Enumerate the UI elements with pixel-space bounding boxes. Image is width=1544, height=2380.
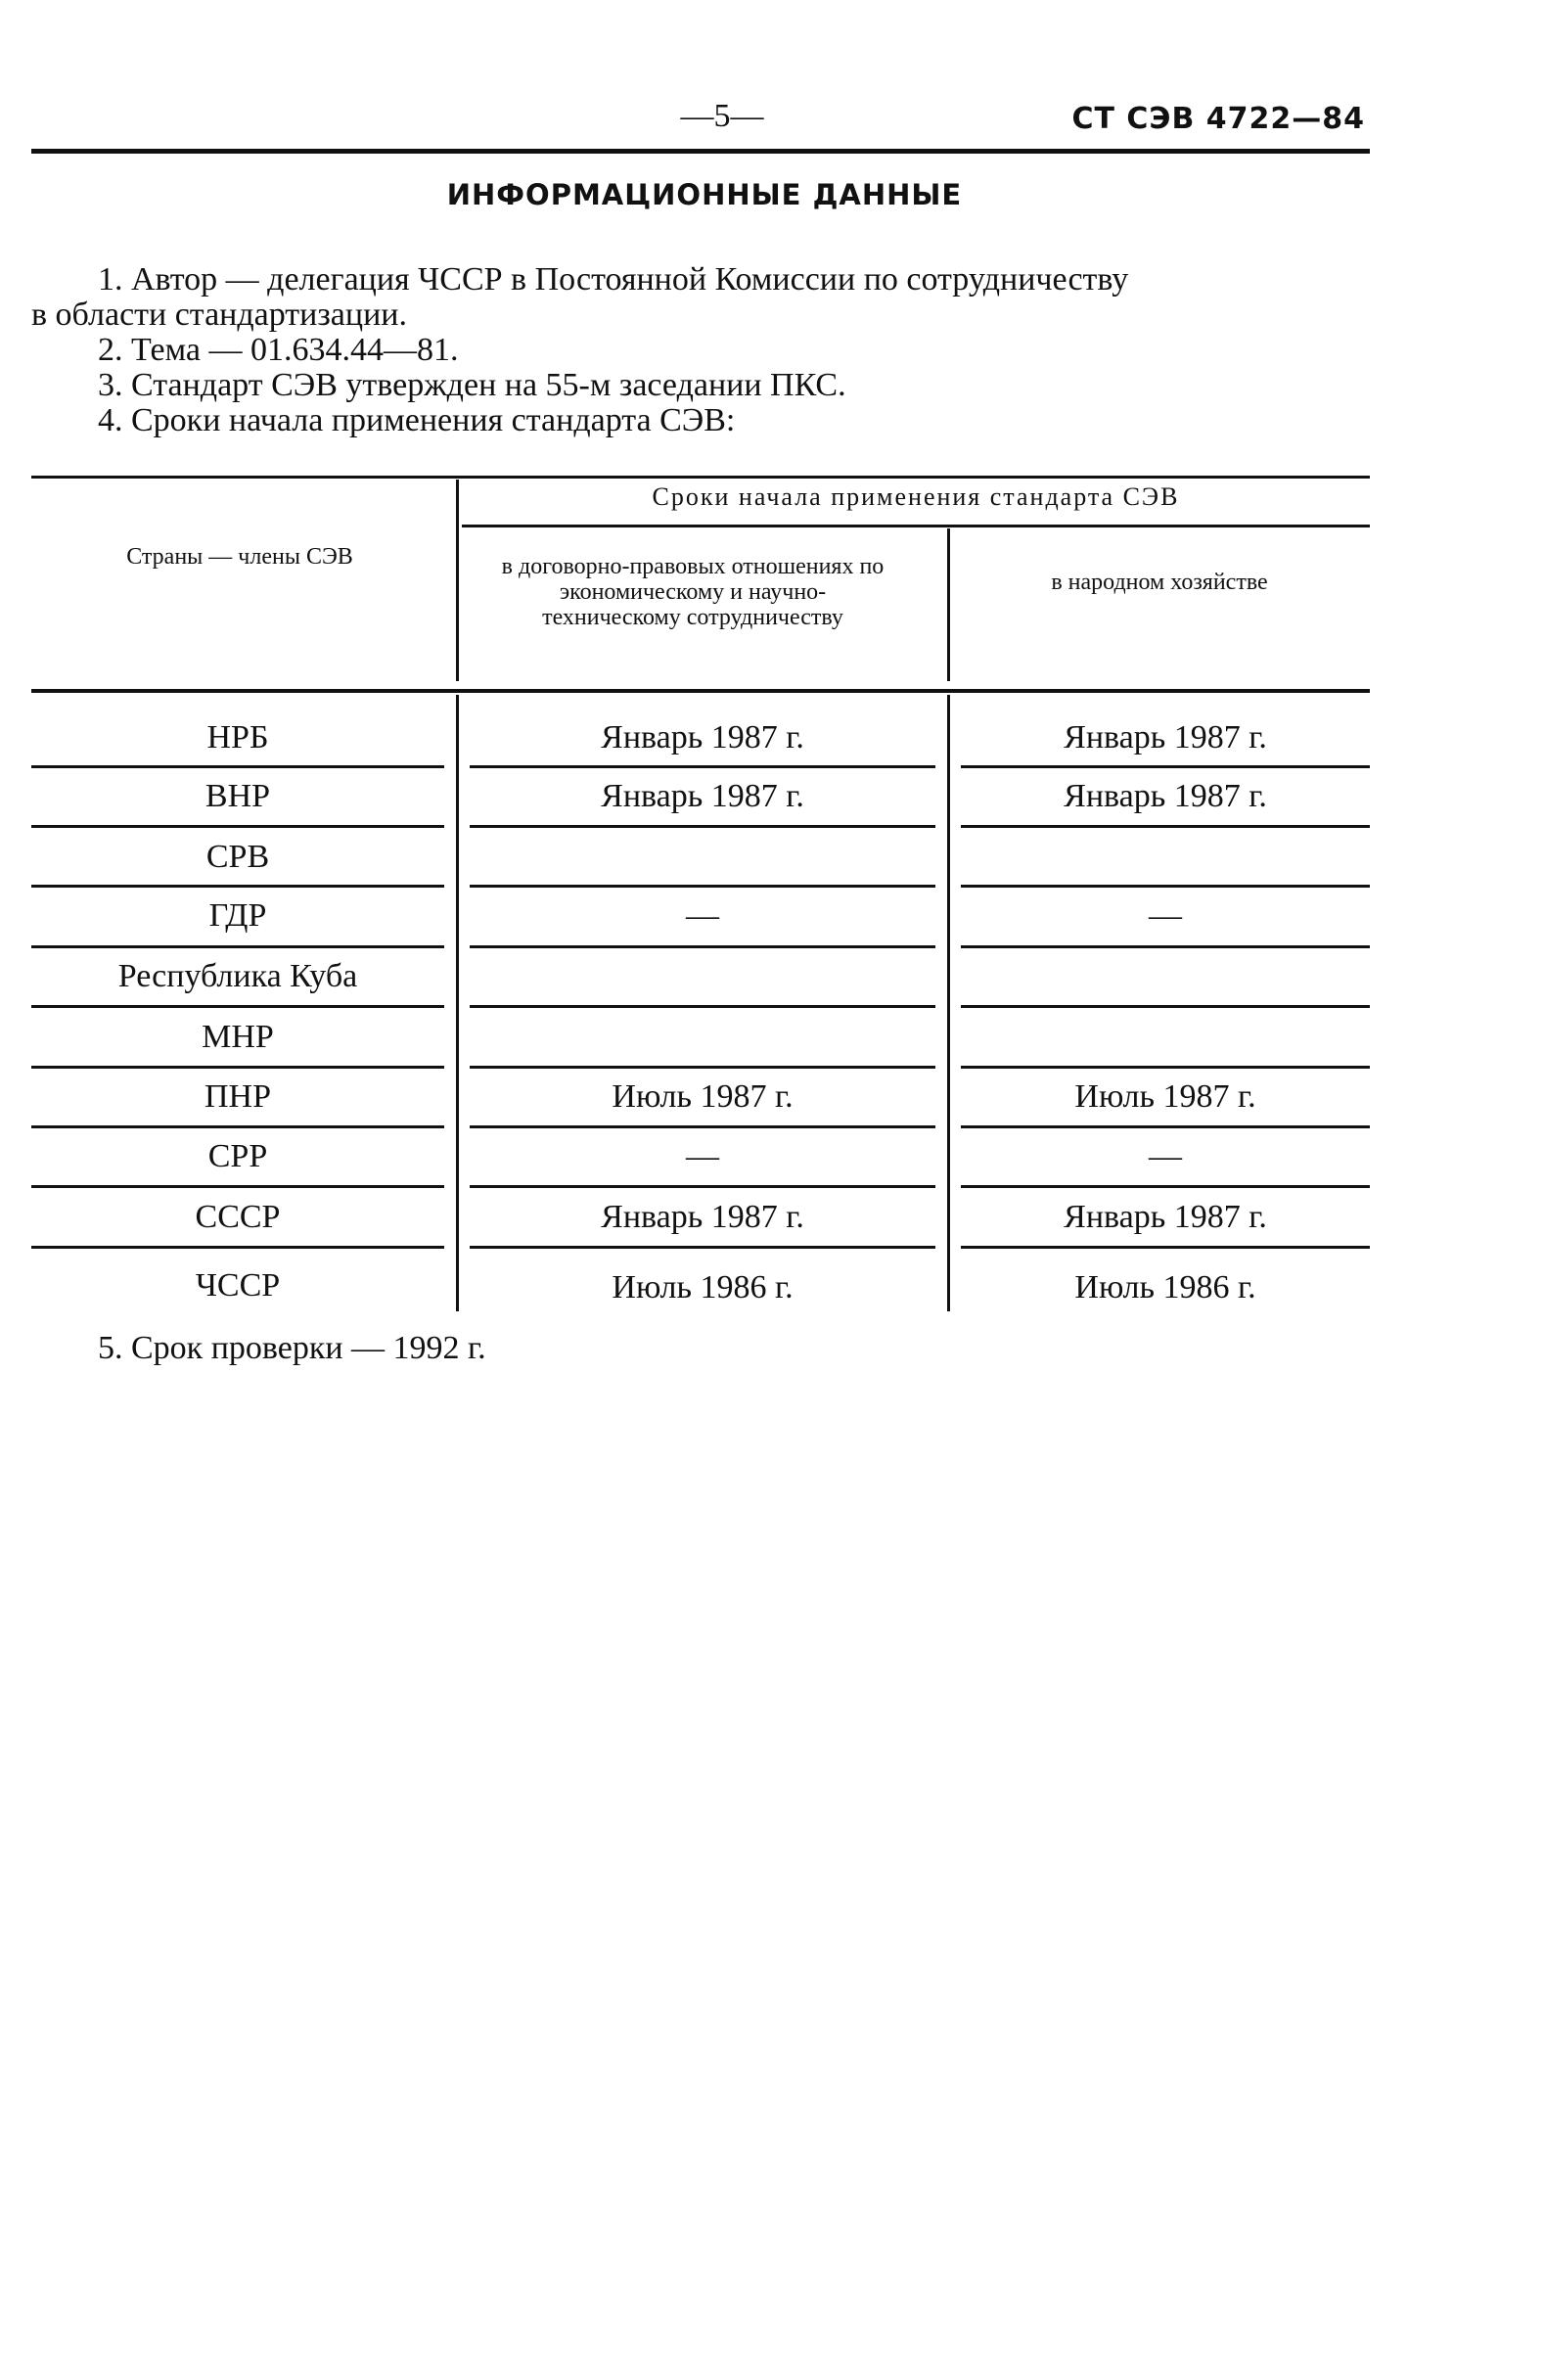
header-rule [31, 149, 1370, 154]
row-rule [961, 1185, 1370, 1188]
body-divider-2 [947, 695, 950, 1311]
economy-date-cell: Январь 1987 г. [1064, 778, 1267, 814]
column-header-contract: в договорно-правовых отношениях по экономическому и научно-техническому сотрудничеству [501, 554, 885, 630]
row-rule [961, 885, 1370, 888]
row-rule [31, 825, 444, 828]
header-bottom-rule [31, 689, 1370, 693]
group-header-dates: Сроки начала применения стандарта СЭВ [652, 482, 1180, 511]
row-rule [961, 825, 1370, 828]
row-rule [470, 885, 935, 888]
row-rule [961, 945, 1370, 948]
row-rule [470, 1246, 935, 1249]
economy-date-cell: Июль 1986 г. [1074, 1269, 1256, 1305]
row-rule [470, 825, 935, 828]
body-divider-1 [456, 695, 459, 1311]
row-rule [31, 1125, 444, 1128]
column-header-economy: в народном хозяйстве [1051, 570, 1268, 595]
section-title: ИНФОРМАЦИОННЫЕ ДАННЫЕ [446, 178, 963, 211]
row-rule [470, 1125, 935, 1128]
country-cell: МНР [202, 1019, 274, 1055]
row-rule [470, 1005, 935, 1008]
row-rule [31, 945, 444, 948]
country-cell: СССР [195, 1199, 281, 1235]
row-rule [31, 1185, 444, 1188]
economy-date-cell: — [1149, 1138, 1182, 1174]
row-rule [961, 1066, 1370, 1069]
contract-date-cell: — [686, 1138, 719, 1174]
standard-code: СТ СЭВ 4722—84 [1071, 102, 1365, 136]
row-rule [470, 1066, 935, 1069]
economy-date-cell: Январь 1987 г. [1064, 719, 1267, 755]
row-rule [470, 1185, 935, 1188]
economy-date-cell: — [1149, 897, 1182, 934]
country-cell: ПНР [204, 1078, 272, 1115]
contract-date-cell: Январь 1987 г. [601, 778, 804, 814]
table-header-divider [456, 480, 459, 681]
economy-date-cell: Январь 1987 г. [1064, 1199, 1267, 1235]
item-author: 1. Автор — делегация ЧССР в Постоянной Комиссии по сотрудничеству [98, 261, 1129, 298]
row-rule [961, 1005, 1370, 1008]
country-cell: ГДР [208, 897, 267, 934]
contract-date-cell: Июль 1986 г. [612, 1269, 794, 1305]
item-topic: 2. Тема — 01.634.44—81. [98, 332, 459, 368]
item-author-continued: в области стандартизации. [31, 297, 407, 333]
row-rule [961, 1246, 1370, 1249]
row-rule [31, 765, 444, 768]
contract-date-cell: Январь 1987 г. [601, 1199, 804, 1235]
row-rule [31, 1066, 444, 1069]
country-cell: Республика Куба [117, 958, 358, 994]
country-cell: ВНР [204, 778, 271, 814]
country-cell: СРВ [205, 839, 270, 875]
row-rule [961, 765, 1370, 768]
subheader-divider [947, 528, 950, 681]
contract-date-cell: Июль 1987 г. [612, 1078, 794, 1115]
economy-date-cell: Июль 1987 г. [1074, 1078, 1256, 1115]
table-top-rule [31, 476, 1370, 479]
country-cell: НРБ [206, 719, 269, 755]
row-rule [31, 1246, 444, 1249]
row-rule [470, 765, 935, 768]
item-dates-intro: 4. Сроки начала применения стандарта СЭВ: [98, 402, 736, 438]
row-rule [31, 885, 444, 888]
row-rule [31, 1005, 444, 1008]
page-number: —5— [680, 98, 764, 134]
column-header-countries: Страны — члены СЭВ [126, 544, 353, 570]
item-review-date: 5. Срок проверки — 1992 г. [98, 1330, 486, 1366]
row-rule [470, 945, 935, 948]
country-cell: ЧССР [195, 1267, 281, 1304]
contract-date-cell: — [686, 897, 719, 934]
contract-date-cell: Январь 1987 г. [601, 719, 804, 755]
country-cell: СРР [207, 1138, 268, 1174]
group-header-rule [462, 525, 1370, 527]
item-approval: 3. Стандарт СЭВ утвержден на 55-м заседании ПКС. [98, 367, 846, 403]
row-rule [961, 1125, 1370, 1128]
